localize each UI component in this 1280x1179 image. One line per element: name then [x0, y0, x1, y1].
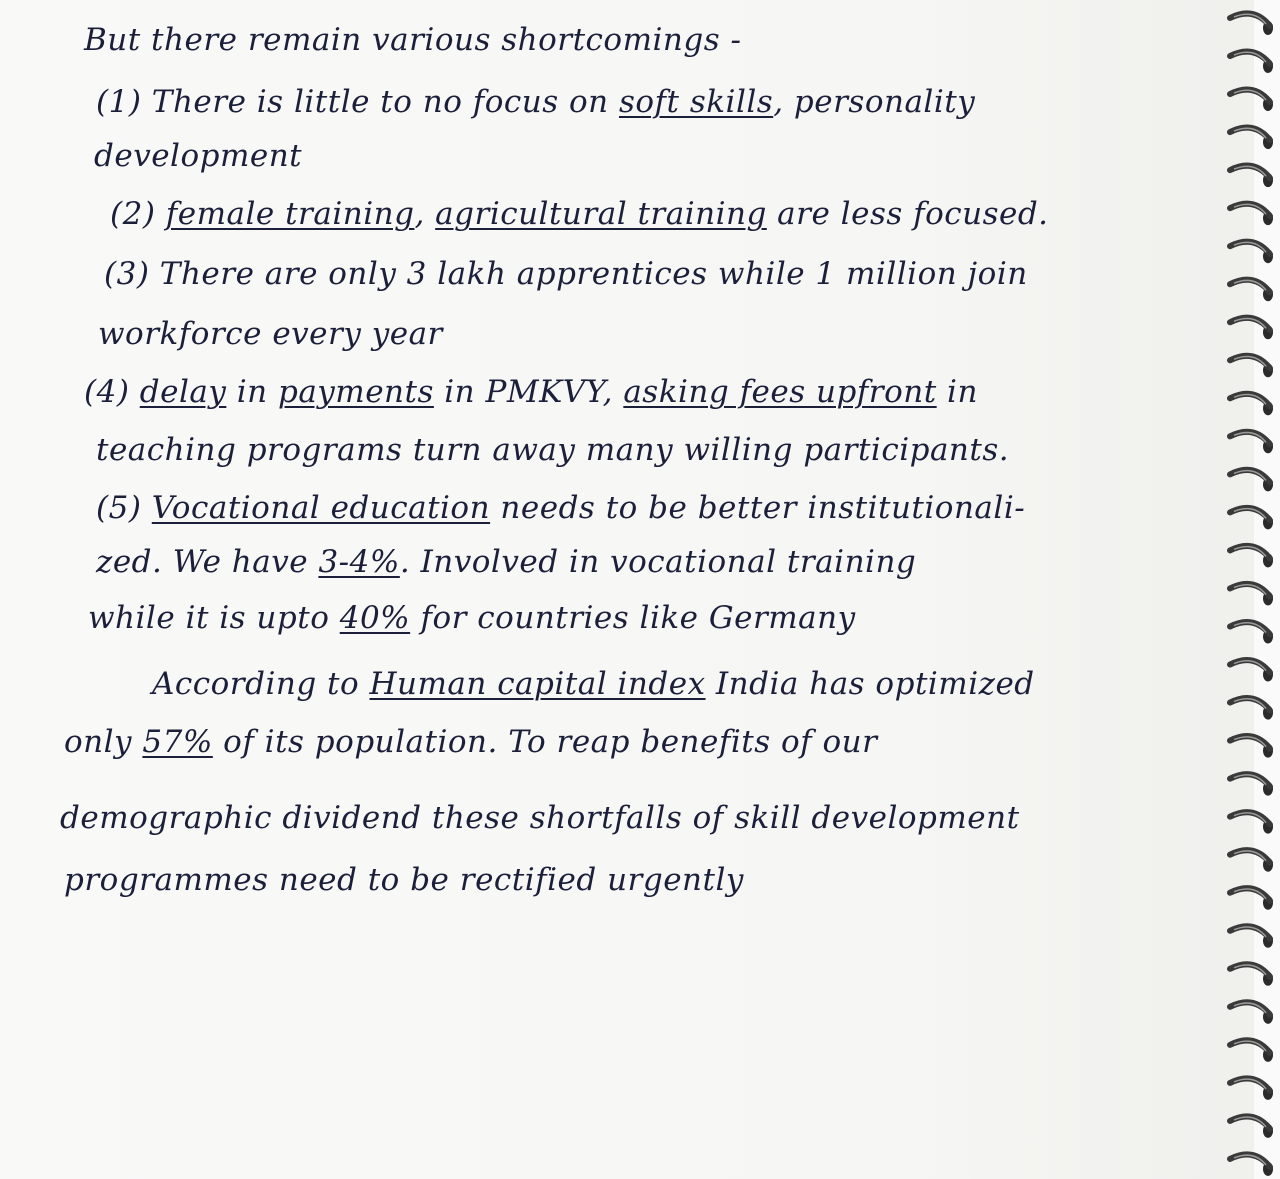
female-training-underlined: female training	[165, 196, 415, 232]
point-5-line-2-b: . Involved in vocational training	[399, 544, 917, 580]
point-4-in: in	[226, 374, 278, 410]
conclusion-4-text: programmes need to be rectified urgently	[64, 862, 744, 898]
point-1-continuation: development	[94, 138, 303, 174]
conclusion-line-2	[64, 724, 877, 760]
delay-underlined: delay	[139, 374, 227, 410]
conclusion-line-3	[60, 800, 1020, 836]
point-2-line	[110, 196, 1049, 232]
point-5-line-2-a: zed. We have	[96, 544, 319, 580]
point-5-line-3-a: while it is upto	[88, 600, 340, 636]
point-4-number: (4)	[84, 374, 140, 410]
point-4-mid: in PMKVY,	[433, 374, 624, 410]
agricultural-training-underlined: agricultural training	[435, 196, 767, 232]
conclusion-2-a: only	[64, 724, 143, 760]
pct-40-underlined: 40%	[339, 600, 411, 636]
point-5-number: (5)	[96, 490, 152, 526]
point-4-line-1	[84, 374, 978, 410]
vocational-education-underlined: Vocational education	[151, 490, 491, 526]
point-2-comma: ,	[414, 196, 436, 232]
point-1-line-2	[94, 138, 302, 174]
spiral-binding-icon	[1210, 0, 1280, 1179]
point-5-line-1	[96, 490, 1025, 526]
pct-3-4-underlined: 3-4%	[318, 544, 400, 580]
human-capital-index-underlined: Human capital index	[369, 666, 706, 702]
point-1-suffix: , personality	[773, 84, 976, 120]
point-5-line-3-b: for countries like Germany	[410, 600, 856, 636]
pct-57-underlined: 57%	[142, 724, 213, 760]
conclusion-3-text: demographic dividend these shortfalls of skill development	[60, 800, 1020, 836]
conclusion-line-4	[64, 862, 744, 898]
point-2-number: (2)	[110, 196, 166, 232]
point-1-line-1	[96, 84, 975, 120]
conclusion-2-b: of its population. To reap benefits of our	[212, 724, 878, 760]
point-5-rest: needs to be better institutionali-	[490, 490, 1026, 526]
point-2-suffix: are less focused.	[766, 196, 1049, 232]
point-5-line-2	[96, 544, 916, 580]
payments-underlined: payments	[277, 374, 434, 410]
asking-fees-upfront-underlined: asking fees upfront	[623, 374, 937, 410]
point-3-line-1	[104, 256, 1028, 292]
point-5-line-3	[88, 600, 856, 636]
soft-skills-underlined: soft skills	[618, 84, 774, 120]
conclusion-1-a: According to	[152, 666, 370, 702]
point-3-text: (3) There are only 3 lakh apprentices while 1 million join	[104, 256, 1028, 292]
point-4-line-2	[96, 432, 1009, 468]
intro-line	[84, 22, 741, 58]
point-3-line-2	[98, 316, 443, 352]
point-3-continuation: workforce every year	[98, 316, 443, 352]
conclusion-1-b: India has optimized	[705, 666, 1035, 702]
intro-text: But there remain various shortcomings -	[84, 22, 742, 58]
conclusion-line-1	[152, 666, 1035, 702]
point-1-prefix: (1) There is little to no focus on	[96, 84, 619, 120]
point-4-end: in	[936, 374, 978, 410]
point-4-continuation: teaching programs turn away many willing participants.	[96, 432, 1010, 468]
